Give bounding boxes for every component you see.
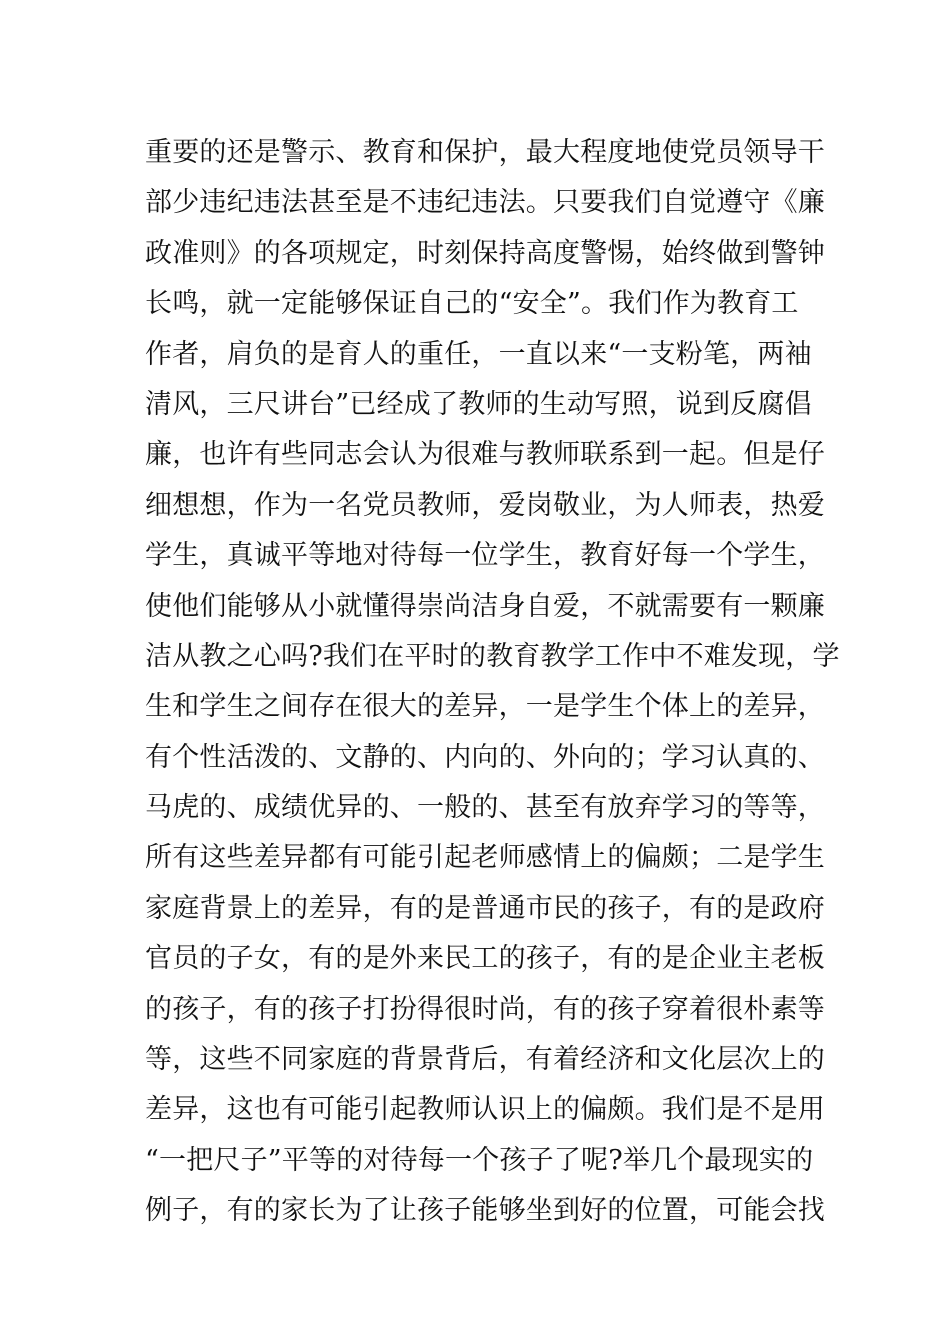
text-line: 差异，这也有可能引起教师认识上的偏颇。我们是不是用 [145, 1094, 825, 1126]
text-line: 例子，有的家长为了让孩子能够坐到好的位置，可能会找 [145, 1195, 825, 1227]
text-line: 清风，三尺讲台”已经成了教师的生动写照，说到反腐倡 [145, 388, 812, 420]
text-line: 洁从教之心吗?我们在平时的教育教学工作中不难发现，学 [145, 640, 840, 672]
text-line: 廉，也许有些同志会认为很难与教师联系到一起。但是仔 [145, 439, 825, 471]
text-line: 等，这些不同家庭的背景背后，有着经济和文化层次上的 [145, 1044, 825, 1076]
text-line: 长鸣，就一定能够保证自己的“安全”。我们作为教育工 [145, 288, 799, 320]
text-line: 作者，肩负的是育人的重任，一直以来“一支粉笔，两袖 [145, 338, 812, 370]
text-line: 官员的子女，有的是外来民工的孩子，有的是企业主老板 [145, 943, 825, 975]
text-line: 细想想，作为一名党员教师，爱岗敬业，为人师表，热爱 [145, 489, 825, 521]
body-text [145, 128, 840, 1237]
text-line: 部少违纪违法甚至是不违纪违法。只要我们自觉遵守《廉 [145, 187, 825, 219]
text-line: 有个性活泼的、文静的、内向的、外向的；学习认真的、 [145, 741, 825, 773]
text-line: 马虎的、成绩优异的、一般的、甚至有放弃学习的等等， [145, 792, 825, 824]
text-line: 生和学生之间存在很大的差异，一是学生个体上的差异， [145, 691, 825, 723]
text-line: 所有这些差异都有可能引起老师感情上的偏颇；二是学生 [145, 842, 825, 874]
text-line: 政准则》的各项规定，时刻保持高度警惕，始终做到警钟 [145, 237, 825, 269]
text-line: “一把尺子”平等的对待每一个孩子了呢?举几个最现实的 [145, 1144, 814, 1176]
text-line: 学生，真诚平等地对待每一位学生，教育好每一个学生， [145, 540, 825, 572]
text-line: 重要的还是警示、教育和保护，最大程度地使党员领导干 [145, 137, 825, 168]
text-line: 家庭背景上的差异，有的是普通市民的孩子，有的是政府 [145, 892, 825, 924]
text-line: 的孩子，有的孩子打扮得很时尚，有的孩子穿着很朴素等 [145, 993, 825, 1025]
text-line: 使他们能够从小就懂得崇尚洁身自爱，不就需要有一颗廉 [145, 590, 825, 622]
